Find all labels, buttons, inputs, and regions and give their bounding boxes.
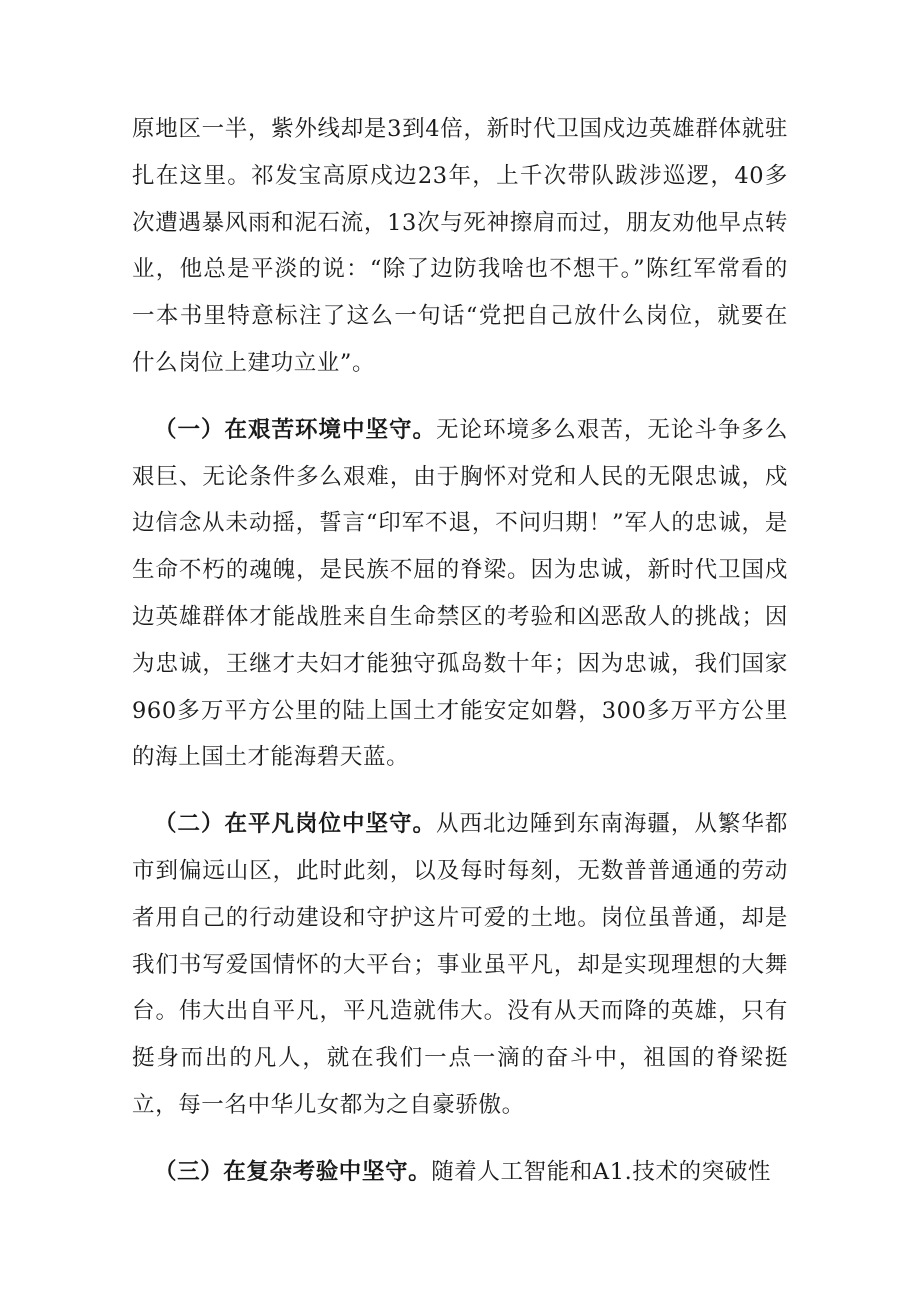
paragraph-text: 原地区一半，紫外线却是3到4倍，新时代卫国戍边英雄群体就驻扎在这里。祁发宝高原戍边23年，上千次带队跋涉巡逻，40多次遭遇暴风雨和泥石流，13次与死神擦肩而过，朋友劝他早点转业，他总是平淡的说：“除了边防我啥也不想干。”陈红军常看的一本书里特意标注了这么一句话“党把自己放什么岗位，就要在什么岗位上建功立业”。 bbox=[132, 116, 788, 376]
paragraph-section-1 bbox=[132, 407, 788, 781]
section-heading: （三）在复杂考验中坚守。 bbox=[154, 1158, 432, 1185]
section-heading: （一）在艰苦环境中坚守。 bbox=[154, 416, 436, 443]
paragraph-text: 从西北边陲到东南海疆，从繁华都市到偏远山区，此时此刻，以及每时每刻，无数普普通通的劳动者用自己的行动建设和守护这片可爱的土地。岗位虽普通，却是我们书写爱国情怀的大平台；事业虽平凡，却是实现理想的大舞台。伟大出自平凡，平凡造就伟大。没有从天而降的英雄，只有挺身而出的凡人，就在我们一点一滴的奋斗中，祖国的脊梁挺立，每一名中华儿女都为之自豪骄傲。 bbox=[132, 811, 788, 1118]
document-body bbox=[132, 106, 788, 1216]
paragraph-section-2 bbox=[132, 801, 788, 1129]
paragraph-continuation bbox=[132, 106, 788, 387]
paragraph-section-3 bbox=[132, 1149, 788, 1196]
paragraph-text: 无论环境多么艰苦，无论斗争多么艰巨、无论条件多么艰难，由于胸怀对党和人民的无限忠诚，戍边信念从未动摇，誓言“印军不退，不问归期！”军人的忠诚，是生命不朽的魂魄，是民族不屈的脊梁。因为忠诚，新时代卫国戍边英雄群体才能战胜来自生命禁区的考验和凶恶敌人的挑战；因为忠诚，王继才夫妇才能独守孤岛数十年；因为忠诚，我们国家960多万平方公里的陆上国土才能安定如磐，300多万平方公里的海上国土才能海碧天蓝。 bbox=[132, 416, 788, 771]
section-heading: （二）在平凡岗位中坚守。 bbox=[154, 811, 436, 838]
paragraph-text: 随着人工智能和A1.技术的突破性 bbox=[431, 1158, 772, 1185]
